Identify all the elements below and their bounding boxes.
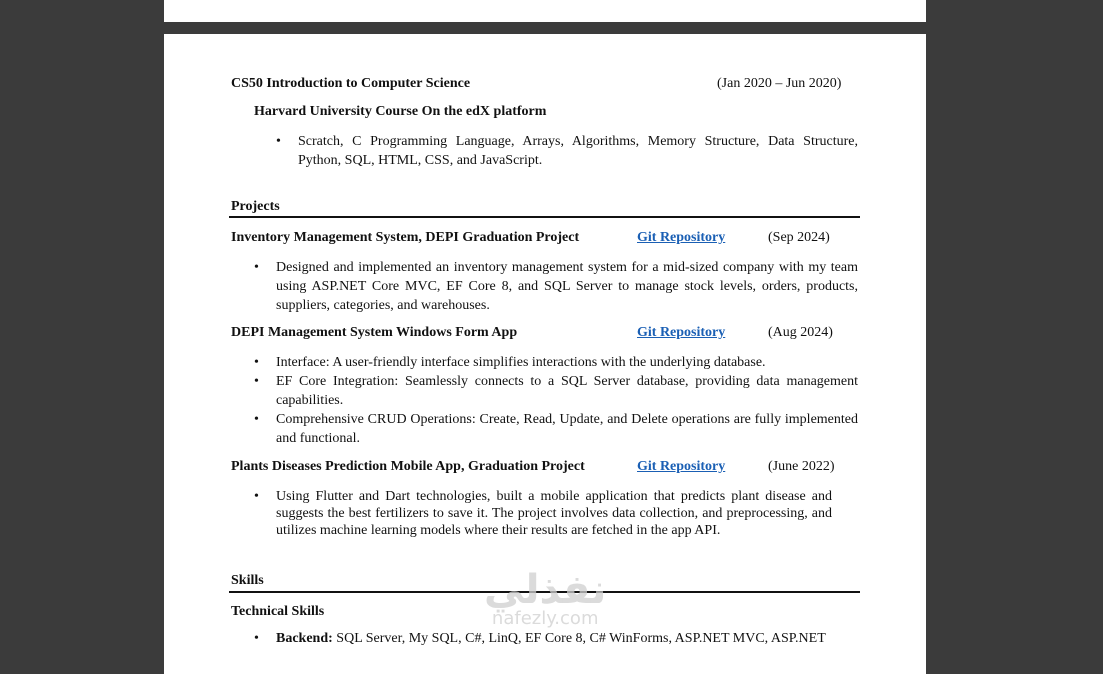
list-item: • Designed and implemented an inventory management system for a mid-sized company with my team using ASP.NET Core MVC, EF Core 8, and SQL Server to manage stock levels, orders, products, suppliers, categories, and warehouses. [254, 258, 858, 315]
technical-skills-heading: Technical Skills [231, 604, 325, 619]
watermark-arabic: نفذلي [484, 567, 607, 613]
document-page [164, 34, 926, 674]
git-repository-link[interactable]: Git Repository [637, 325, 726, 340]
section-divider [229, 216, 860, 218]
list-item: • Interface: A user-friendly interface simplifies interactions with the underlying database. [254, 353, 858, 372]
project-bullets [254, 258, 858, 315]
git-repository-link[interactable]: Git Repository [637, 230, 726, 245]
previous-page-bottom [164, 0, 926, 22]
project-title: Inventory Management System, DEPI Graduation Project [231, 230, 580, 245]
git-repository-link[interactable]: Git Repository [637, 459, 726, 474]
course-date: (Jan 2020 – Jun 2020) [717, 76, 842, 91]
watermark-latin: nafezly.com [491, 608, 599, 629]
backend-value: SQL Server, My SQL, C#, LinQ, EF Core 8, C# WinForms, ASP.NET MVC, ASP.NET [332, 631, 826, 646]
list-item: • Using Flutter and Dart technologies, built a mobile application that predicts plant disease and suggests the best fertilizers to save it. The project involves data collection, and preprocessing, and utilizes machine learning models where their results are fetched in the app API. [254, 488, 832, 539]
watermark [484, 567, 607, 629]
list-item: • Scratch, C Programming Language, Arrays, Algorithms, Memory Structure, Data Structure, Python, SQL, HTML, CSS, and JavaScript. [276, 132, 858, 170]
skills-heading: Skills [231, 573, 264, 588]
list-item: • EF Core Integration: Seamlessly connects to a SQL Server database, providing data management capabilities. [254, 372, 858, 410]
course-bullets [276, 132, 858, 170]
course-title: CS50 Introduction to Computer Science [231, 76, 471, 91]
project-date: (Aug 2024) [768, 325, 833, 340]
project-title: Plants Diseases Prediction Mobile App, Graduation Project [231, 459, 585, 474]
project-bullets [254, 353, 858, 448]
project-bullets [254, 488, 832, 539]
backend-label: Backend: [276, 631, 333, 646]
project-title: DEPI Management System Windows Form App [231, 325, 518, 340]
bullet: • [254, 631, 259, 646]
project-date: (June 2022) [768, 459, 835, 474]
list-item: • Comprehensive CRUD Operations: Create, Read, Update, and Delete operations are fully implemented and functional. [254, 410, 858, 448]
project-date: (Sep 2024) [768, 230, 830, 245]
course-subtitle: Harvard University Course On the edX platform [254, 104, 547, 119]
projects-heading: Projects [231, 199, 280, 214]
